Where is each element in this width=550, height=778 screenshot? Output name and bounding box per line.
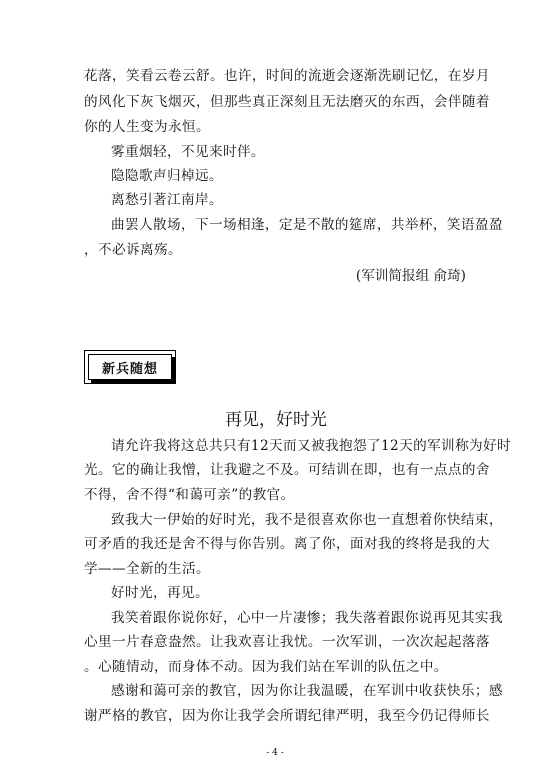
article-line: 我笑着跟你说你好，心中一片凄惨；我失落着跟你说再见其实我 bbox=[111, 610, 503, 626]
poem-line: 离愁引著江南岸。 bbox=[111, 192, 223, 208]
article-line: 好时光，再见。 bbox=[111, 585, 209, 601]
article-line: 学——全新的生活。 bbox=[84, 561, 210, 577]
poem-line: 雾重烟轻，不见来时伴。 bbox=[111, 144, 265, 160]
poem-line: 隐隐歌声归棹远。 bbox=[111, 168, 223, 184]
byline: (军训简报组 俞琦) bbox=[355, 268, 466, 284]
article-line: 请允许我将这总共只有12天而又被我抱怨了12天的军训称为好时 bbox=[111, 438, 512, 454]
paragraph-line: ，不必诉离殇。 bbox=[84, 242, 182, 258]
article-line: 光。它的确让我憎，让我避之不及。可结训在即，也有一点点的舍 bbox=[84, 462, 490, 478]
article-line: 致我大一伊始的好时光，我不是很喜欢你也一直想着你快结束， bbox=[111, 512, 503, 528]
article-line: 可矛盾的我还是舍不得与你告别。离了你，面对我的终将是我的大 bbox=[84, 536, 490, 552]
paragraph-line: 你的人生变为永恒。 bbox=[84, 119, 210, 135]
article-line: 心里一片春意盎然。让我欢喜让我忧。一次军训，一次次起起落落 bbox=[84, 634, 490, 650]
article-line: 不得，舍不得“和蔼可亲”的教官。 bbox=[84, 487, 295, 503]
page-number: - 4 - bbox=[266, 748, 284, 758]
article-line: 谢严格的教官，因为你让我学会所谓纪律严明，我至今仍记得师长 bbox=[84, 708, 490, 724]
column-badge bbox=[84, 350, 176, 384]
paragraph-line: 花落，笑看云卷云舒。也许，时间的流逝会逐渐洗刷记忆，在岁月 bbox=[84, 68, 490, 84]
article-line: 。心随情动，而身体不动。因为我们站在军训的队伍之中。 bbox=[84, 659, 448, 675]
article-title: 再见，好时光 bbox=[225, 410, 327, 430]
paragraph-line: 的风化下灰飞烟灭，但那些真正深刻且无法磨灭的东西，会伴随着 bbox=[84, 94, 490, 110]
column-badge-label: 新兵随想 bbox=[88, 354, 172, 380]
article-line: 感谢和蔼可亲的教官，因为你让我温暖，在军训中收获快乐；感 bbox=[111, 683, 503, 699]
paragraph-line: 曲罢人散场，下一场相逢，定是不散的筵席，共举杯，笑语盈盈 bbox=[111, 217, 503, 233]
